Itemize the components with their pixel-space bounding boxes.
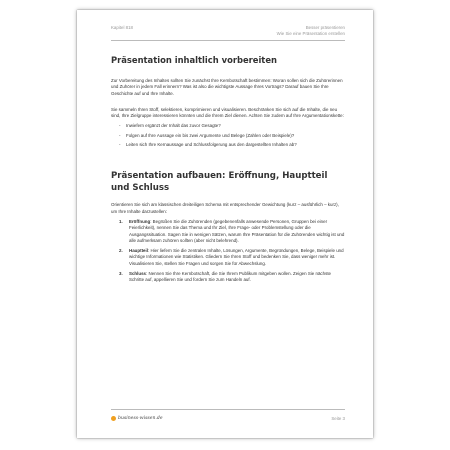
list-item: - Folgen auf Ihre Aussage ein bis zwei Argumente und Belege (Zahlen oder Beispiele)?	[119, 133, 345, 139]
paragraph-collect-material: Sie sammeln Ihren Stoff, selektieren, komprimieren und visualisieren. Beschränken Sie sich auf die Inhalte, die neu sind, Ihre Zielgruppe interessieren könnten und die Ihrem Ziel dienen. Achten Sie zudem auf Ihre Argumentationskette:	[111, 106, 344, 119]
paragraph-three-part-schema: Orientieren Sie sich am klassischen dreiteiligen Schema mit entsprechender Gewichtung (kurz – ausführlich – kurz), um Ihre Inhalte darzustellen:	[111, 202, 339, 214]
page-header	[111, 24, 345, 41]
list-item: - Leiten sich Ihre Kernaussage und Schlussfolgerung aus den dargestellten Inhalten ab?	[119, 142, 345, 148]
item-text: : Nennen Sie Ihre Kernbotschaft, die Sie Ihrem Publikum mitgeben wollen. Zeigen Sie nächste Schritte auf, appellieren Sie und fordern Sie zum Handeln auf.	[129, 271, 332, 283]
list-item	[119, 248, 345, 267]
business-wissen-logo	[111, 416, 163, 421]
item-term: Hauptteil	[129, 248, 148, 254]
page-content	[111, 55, 345, 288]
list-item	[119, 271, 345, 284]
logo-dot-icon	[111, 416, 116, 421]
logo-text: business-wissen.de	[118, 416, 163, 421]
chapter-label: Kapitel 818	[111, 25, 133, 30]
structure-list	[119, 219, 345, 284]
item-text: : Hier liefern Sie die zentralen Inhalte, Lösungen, Argumente, Begründungen, Belege, Beispiele und wichtige Informationen wie Statistiken. Gliedern Sie Ihren Stoff und bedenken Sie, dass weniger mehr ist. Visualisieren Sie, stellen Sie Fragen und sorgen Sie für Abwechslung.	[129, 248, 344, 266]
list-item: - Inwiefern ergänzt der Inhalt das zuvor Gesagte?	[119, 123, 345, 129]
document-title: Besser präsentieren	[305, 25, 345, 30]
paragraph-core-message: Zur Vorbereitung des Inhaltes sollten Sie zunächst Ihre Kernbotschaft bestimmen: Woran sollen sich die Zuhörerinnen und Zuhörer in jedem Fall erinnern? Was ist also die wichtigste Aussage Ihres Vortrags? Darauf bauen Sie Ihre Geschichte auf und Ihre Inhalte.	[111, 78, 343, 96]
argument-checklist	[119, 123, 345, 148]
page-footer	[111, 409, 345, 426]
item-term: Eröffnung	[129, 218, 151, 224]
item-term: Schluss	[129, 271, 147, 277]
section-heading-structure: Präsentation aufbauen: Eröffnung, Hauptteil und Schluss	[111, 171, 328, 194]
document-page	[77, 10, 373, 438]
document-subtitle: Wie Sie eine Präsentation erstellen	[276, 30, 345, 36]
item-number: 2.	[119, 248, 123, 254]
section-heading-prepare: Präsentation inhaltlich vorbereiten	[111, 55, 277, 65]
item-number: 1.	[119, 218, 123, 224]
header-titles	[277, 25, 345, 36]
item-number: 3.	[119, 271, 123, 277]
item-text: : Begrüßen Sie die Zuhörenden (gegebenenfalls anwesende Personen, Gruppen bei einer Feierlichkeit), nennen Sie das Thema und Ihr Ziel, Ihre Frage- oder Problemstellung oder die Ausgangssituation. Sagen Sie in wenigen Sätzen, warum Ihre Präsentation für die Zuhörenden wichtig ist und alle aufmerksam zuhören sollten (aber nicht belehrend).	[129, 218, 345, 243]
page-number: Seite 3	[331, 416, 345, 421]
list-item	[119, 219, 345, 244]
